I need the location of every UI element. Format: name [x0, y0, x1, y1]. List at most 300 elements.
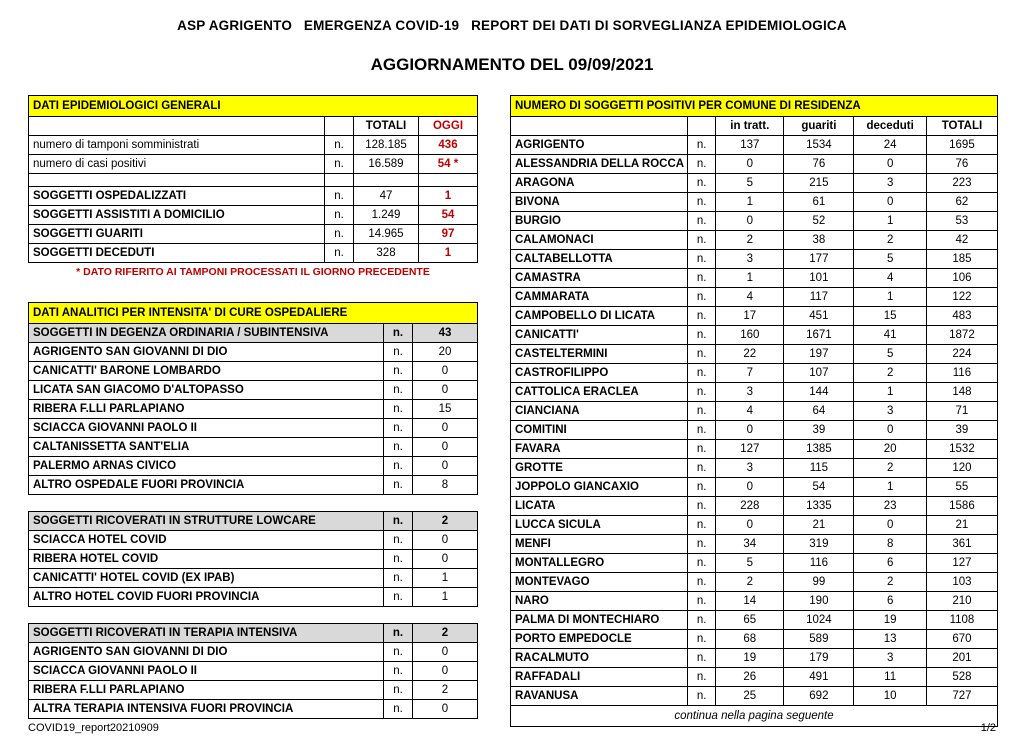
row-totali: 47 — [354, 187, 419, 206]
comune-in-tratt: 1 — [716, 269, 784, 288]
comune-guariti: 64 — [784, 402, 854, 421]
table-row — [29, 244, 478, 263]
comune-guariti: 99 — [784, 573, 854, 592]
comune-unit: n. — [688, 573, 716, 592]
row-value: 0 — [413, 362, 478, 381]
comune-guariti: 76 — [784, 155, 854, 174]
section1-value: 43 — [413, 324, 478, 343]
comune-deceduti: 8 — [854, 535, 926, 554]
col-guariti: guariti — [784, 117, 854, 136]
spacer-cell — [413, 607, 478, 624]
row-label: numero di casi positivi — [29, 155, 325, 174]
comune-unit: n. — [688, 174, 716, 193]
row-value: 20 — [413, 343, 478, 362]
comune-name: NARO — [511, 592, 688, 611]
row-totali: 128.185 — [354, 136, 419, 155]
row-unit: n. — [384, 531, 413, 550]
comune-in-tratt: 5 — [716, 174, 784, 193]
comune-in-tratt: 0 — [716, 421, 784, 440]
comune-in-tratt: 3 — [716, 459, 784, 478]
comune-guariti: 692 — [784, 687, 854, 706]
table-row — [29, 643, 478, 662]
row-oggi: 54 * — [419, 155, 478, 174]
comune-deceduti: 1 — [854, 288, 926, 307]
comune-guariti: 144 — [784, 383, 854, 402]
comune-guariti: 177 — [784, 250, 854, 269]
analytic-data-table — [28, 302, 478, 719]
section2-value: 2 — [413, 512, 478, 531]
comune-deceduti: 6 — [854, 592, 926, 611]
comune-in-tratt: 3 — [716, 250, 784, 269]
comune-totali: 1695 — [926, 136, 997, 155]
table-header-row — [29, 303, 478, 324]
comune-deceduti: 3 — [854, 649, 926, 668]
comune-unit: n. — [688, 155, 716, 174]
table-row — [511, 573, 998, 592]
comune-guariti: 117 — [784, 288, 854, 307]
comune-in-tratt: 7 — [716, 364, 784, 383]
comune-name: CAMASTRA — [511, 269, 688, 288]
comune-totali: 201 — [926, 649, 997, 668]
comune-name: LICATA — [511, 497, 688, 516]
comune-guariti: 101 — [784, 269, 854, 288]
comune-deceduti: 2 — [854, 364, 926, 383]
row-unit: n. — [384, 588, 413, 607]
table-row — [511, 668, 998, 687]
comune-totali: 53 — [926, 212, 997, 231]
table-row — [511, 269, 998, 288]
comune-totali: 1586 — [926, 497, 997, 516]
col-in-tratt: in tratt. — [716, 117, 784, 136]
comune-deceduti: 2 — [854, 573, 926, 592]
table-row — [511, 516, 998, 535]
comune-name: LUCCA SICULA — [511, 516, 688, 535]
row-label: SCIACCA GIOVANNI PAOLO II — [29, 662, 384, 681]
table-row — [29, 136, 478, 155]
col-oggi: OGGI — [419, 117, 478, 136]
comune-name: CALAMONACI — [511, 231, 688, 250]
comune-name: RAVANUSA — [511, 687, 688, 706]
table-row — [511, 174, 998, 193]
comune-totali: 528 — [926, 668, 997, 687]
row-unit: n. — [325, 155, 354, 174]
row-label: ALTRA TERAPIA INTENSIVA FUORI PROVINCIA — [29, 700, 384, 719]
comune-unit: n. — [688, 611, 716, 630]
comune-in-tratt: 127 — [716, 440, 784, 459]
comuni-table — [510, 95, 998, 727]
comune-deceduti: 0 — [854, 421, 926, 440]
comune-totali: 71 — [926, 402, 997, 421]
comune-guariti: 491 — [784, 668, 854, 687]
comune-deceduti: 1 — [854, 478, 926, 497]
comune-unit: n. — [688, 687, 716, 706]
comune-unit: n. — [688, 668, 716, 687]
row-unit: n. — [325, 244, 354, 263]
col-blank-n — [325, 117, 354, 136]
row-value: 0 — [413, 381, 478, 400]
row-label: RIBERA F.LLI PARLAPIANO — [29, 400, 384, 419]
comune-unit: n. — [688, 497, 716, 516]
table-row — [511, 592, 998, 611]
row-value: 0 — [413, 419, 478, 438]
spacer-cell — [384, 495, 413, 512]
comune-unit: n. — [688, 630, 716, 649]
comune-totali: 148 — [926, 383, 997, 402]
comune-unit: n. — [688, 535, 716, 554]
row-oggi: 436 — [419, 136, 478, 155]
comune-in-tratt: 2 — [716, 573, 784, 592]
comune-deceduti: 6 — [854, 554, 926, 573]
row-label: SCIACCA GIOVANNI PAOLO II — [29, 419, 384, 438]
comune-name: CALTABELLOTTA — [511, 250, 688, 269]
comune-unit: n. — [688, 440, 716, 459]
comune-name: BURGIO — [511, 212, 688, 231]
comune-guariti: 52 — [784, 212, 854, 231]
comune-guariti: 319 — [784, 535, 854, 554]
comune-name: CASTROFILIPPO — [511, 364, 688, 383]
row-value: 2 — [413, 681, 478, 700]
table-row — [511, 649, 998, 668]
comune-in-tratt: 14 — [716, 592, 784, 611]
comune-in-tratt: 19 — [716, 649, 784, 668]
comune-unit: n. — [688, 459, 716, 478]
comune-totali: 76 — [926, 155, 997, 174]
row-label: numero di tamponi somministrati — [29, 136, 325, 155]
row-label: LICATA SAN GIACOMO D'ALTOPASSO — [29, 381, 384, 400]
footer-filename: COVID19_report20210909 — [28, 722, 159, 734]
table-row — [29, 531, 478, 550]
col-n — [688, 117, 716, 136]
comune-guariti: 1024 — [784, 611, 854, 630]
spacer-cell — [384, 607, 413, 624]
comune-totali: 361 — [926, 535, 997, 554]
comune-deceduti: 0 — [854, 516, 926, 535]
spacer-cell — [413, 495, 478, 512]
comune-totali: 62 — [926, 193, 997, 212]
row-unit: n. — [384, 550, 413, 569]
comune-totali: 120 — [926, 459, 997, 478]
table-header-row — [29, 96, 478, 117]
row-unit: n. — [384, 569, 413, 588]
table-row — [29, 187, 478, 206]
comune-deceduti: 0 — [854, 193, 926, 212]
comune-name: BIVONA — [511, 193, 688, 212]
comune-totali: 223 — [926, 174, 997, 193]
comune-guariti: 54 — [784, 478, 854, 497]
table-row — [29, 681, 478, 700]
comune-in-tratt: 4 — [716, 288, 784, 307]
comune-in-tratt: 5 — [716, 554, 784, 573]
section2-unit: n. — [384, 512, 413, 531]
comune-in-tratt: 17 — [716, 307, 784, 326]
row-label: SCIACCA HOTEL COVID — [29, 531, 384, 550]
spacer-cell — [29, 607, 384, 624]
table-row — [511, 459, 998, 478]
table-row — [29, 550, 478, 569]
row-label: SOGGETTI OSPEDALIZZATI — [29, 187, 325, 206]
row-unit: n. — [384, 343, 413, 362]
comune-guariti: 21 — [784, 516, 854, 535]
comune-totali: 122 — [926, 288, 997, 307]
section-header-row — [29, 512, 478, 531]
row-value: 1 — [413, 588, 478, 607]
table-row — [29, 225, 478, 244]
table-row — [29, 569, 478, 588]
comune-in-tratt: 3 — [716, 383, 784, 402]
row-unit: n. — [384, 438, 413, 457]
row-label: AGRIGENTO SAN GIOVANNI DI DIO — [29, 343, 384, 362]
table-row — [511, 250, 998, 269]
comune-name: PORTO EMPEDOCLE — [511, 630, 688, 649]
comune-name: JOPPOLO GIANCAXIO — [511, 478, 688, 497]
comune-unit: n. — [688, 516, 716, 535]
comune-deceduti: 11 — [854, 668, 926, 687]
row-unit: n. — [325, 187, 354, 206]
table-row — [511, 288, 998, 307]
comune-name: CAMPOBELLO DI LICATA — [511, 307, 688, 326]
table-row — [29, 155, 478, 174]
row-totali: 328 — [354, 244, 419, 263]
table-row — [511, 326, 998, 345]
table-row — [29, 206, 478, 225]
table-column-header-row — [29, 117, 478, 136]
comune-name: CAMMARATA — [511, 288, 688, 307]
row-unit: n. — [325, 206, 354, 225]
table-row — [511, 421, 998, 440]
row-label: SOGGETTI DECEDUTI — [29, 244, 325, 263]
comune-unit: n. — [688, 250, 716, 269]
comune-name: ALESSANDRIA DELLA ROCCA — [511, 155, 688, 174]
table-row — [29, 438, 478, 457]
spacer-cell — [354, 174, 419, 187]
comune-guariti: 1534 — [784, 136, 854, 155]
row-unit: n. — [384, 662, 413, 681]
table-row — [29, 381, 478, 400]
comune-name: CASTELTERMINI — [511, 345, 688, 364]
section3-unit: n. — [384, 624, 413, 643]
table-row — [29, 662, 478, 681]
comune-totali: 1108 — [926, 611, 997, 630]
comune-guariti: 115 — [784, 459, 854, 478]
table-row — [29, 700, 478, 719]
table-spacer-row — [29, 495, 478, 512]
comune-totali: 103 — [926, 573, 997, 592]
comune-name: RACALMUTO — [511, 649, 688, 668]
comune-guariti: 215 — [784, 174, 854, 193]
comune-in-tratt: 22 — [716, 345, 784, 364]
comune-deceduti: 0 — [854, 155, 926, 174]
row-unit: n. — [384, 419, 413, 438]
comune-totali: 670 — [926, 630, 997, 649]
spacer-cell — [325, 174, 354, 187]
comune-unit: n. — [688, 364, 716, 383]
col-totali: TOTALI — [354, 117, 419, 136]
comune-in-tratt: 160 — [716, 326, 784, 345]
section1-label: SOGGETTI IN DEGENZA ORDINARIA / SUBINTENSIVA — [29, 324, 384, 343]
row-label: CANICATTI' HOTEL COVID (EX IPAB) — [29, 569, 384, 588]
comune-guariti: 589 — [784, 630, 854, 649]
report-page — [0, 18, 1024, 742]
comune-unit: n. — [688, 212, 716, 231]
comune-unit: n. — [688, 402, 716, 421]
table-row — [29, 457, 478, 476]
row-label: RIBERA F.LLI PARLAPIANO — [29, 681, 384, 700]
comune-unit: n. — [688, 345, 716, 364]
comune-name: MENFI — [511, 535, 688, 554]
row-unit: n. — [325, 136, 354, 155]
section3-value: 2 — [413, 624, 478, 643]
right-column — [510, 95, 998, 727]
analytic-title: DATI ANALITICI PER INTENSITA' DI CURE OSPEDALIERE — [29, 303, 478, 324]
comune-guariti: 107 — [784, 364, 854, 383]
comune-name: GROTTE — [511, 459, 688, 478]
table-row — [511, 364, 998, 383]
comune-guariti: 1671 — [784, 326, 854, 345]
row-value: 0 — [413, 457, 478, 476]
table-row — [511, 440, 998, 459]
comune-deceduti: 2 — [854, 459, 926, 478]
row-unit: n. — [384, 400, 413, 419]
row-label: AGRIGENTO SAN GIOVANNI DI DIO — [29, 643, 384, 662]
row-label: PALERMO ARNAS CIVICO — [29, 457, 384, 476]
section-spacer — [28, 280, 478, 302]
left-column — [28, 95, 478, 719]
row-label: ALTRO OSPEDALE FUORI PROVINCIA — [29, 476, 384, 495]
comune-name: FAVARA — [511, 440, 688, 459]
row-value: 0 — [413, 550, 478, 569]
table-row — [511, 231, 998, 250]
comune-unit: n. — [688, 269, 716, 288]
section-header-row — [29, 324, 478, 343]
row-unit: n. — [384, 643, 413, 662]
comune-guariti: 179 — [784, 649, 854, 668]
row-label: ALTRO HOTEL COVID FUORI PROVINCIA — [29, 588, 384, 607]
table-row — [511, 136, 998, 155]
comune-guariti: 38 — [784, 231, 854, 250]
row-value: 0 — [413, 438, 478, 457]
comune-deceduti: 20 — [854, 440, 926, 459]
comune-in-tratt: 26 — [716, 668, 784, 687]
table-row — [511, 402, 998, 421]
row-label: SOGGETTI GUARITI — [29, 225, 325, 244]
table-row — [511, 307, 998, 326]
row-label: SOGGETTI ASSISTITI A DOMICILIO — [29, 206, 325, 225]
comune-deceduti: 10 — [854, 687, 926, 706]
comune-deceduti: 1 — [854, 212, 926, 231]
comune-in-tratt: 0 — [716, 155, 784, 174]
row-oggi: 54 — [419, 206, 478, 225]
comune-deceduti: 5 — [854, 345, 926, 364]
table-row — [29, 476, 478, 495]
general-data-title: DATI EPIDEMIOLOGICI GENERALI — [29, 96, 478, 117]
comune-in-tratt: 0 — [716, 478, 784, 497]
table-row — [29, 400, 478, 419]
comune-totali: 39 — [926, 421, 997, 440]
col-deceduti: deceduti — [854, 117, 926, 136]
row-value: 0 — [413, 662, 478, 681]
content-columns — [0, 95, 1024, 727]
comune-deceduti: 15 — [854, 307, 926, 326]
comune-in-tratt: 137 — [716, 136, 784, 155]
comune-totali: 106 — [926, 269, 997, 288]
comune-totali: 210 — [926, 592, 997, 611]
table-column-header-row — [511, 117, 998, 136]
comune-guariti: 61 — [784, 193, 854, 212]
row-oggi: 1 — [419, 187, 478, 206]
comune-in-tratt: 2 — [716, 231, 784, 250]
row-unit: n. — [384, 381, 413, 400]
comune-name: PALMA DI MONTECHIARO — [511, 611, 688, 630]
comune-guariti: 190 — [784, 592, 854, 611]
comune-name: CATTOLICA ERACLEA — [511, 383, 688, 402]
table-row — [511, 611, 998, 630]
row-label: RIBERA HOTEL COVID — [29, 550, 384, 569]
comune-deceduti: 4 — [854, 269, 926, 288]
comune-guariti: 39 — [784, 421, 854, 440]
table-row — [29, 419, 478, 438]
section1-unit: n. — [384, 324, 413, 343]
comune-totali: 483 — [926, 307, 997, 326]
comune-name: MONTEVAGO — [511, 573, 688, 592]
comune-guariti: 451 — [784, 307, 854, 326]
comune-in-tratt: 65 — [716, 611, 784, 630]
comune-name: CANICATTI' — [511, 326, 688, 345]
comune-unit: n. — [688, 649, 716, 668]
row-label: CANICATTI' BARONE LOMBARDO — [29, 362, 384, 381]
comune-totali: 185 — [926, 250, 997, 269]
comune-in-tratt: 4 — [716, 402, 784, 421]
row-oggi: 1 — [419, 244, 478, 263]
general-data-note: * DATO RIFERITO AI TAMPONI PROCESSATI IL GIORNO PRECEDENTE — [76, 266, 430, 278]
comune-unit: n. — [688, 288, 716, 307]
comune-name: RAFFADALI — [511, 668, 688, 687]
comune-totali: 116 — [926, 364, 997, 383]
comune-totali: 42 — [926, 231, 997, 250]
comune-deceduti: 24 — [854, 136, 926, 155]
comune-deceduti: 13 — [854, 630, 926, 649]
table-row — [511, 478, 998, 497]
row-unit: n. — [384, 700, 413, 719]
comune-in-tratt: 0 — [716, 516, 784, 535]
table-row — [511, 554, 998, 573]
comune-guariti: 1385 — [784, 440, 854, 459]
comune-in-tratt: 0 — [716, 212, 784, 231]
section2-label: SOGGETTI RICOVERATI IN STRUTTURE LOWCARE — [29, 512, 384, 531]
row-value: 0 — [413, 531, 478, 550]
comune-totali: 224 — [926, 345, 997, 364]
comune-totali: 55 — [926, 478, 997, 497]
footer-page-number: 1/2 — [980, 722, 996, 734]
general-data-table — [28, 95, 478, 263]
comune-totali: 21 — [926, 516, 997, 535]
row-oggi: 97 — [419, 225, 478, 244]
continua-label: continua nella pagina seguente — [511, 706, 998, 727]
comune-unit: n. — [688, 421, 716, 440]
comune-totali: 1872 — [926, 326, 997, 345]
comune-deceduti: 3 — [854, 174, 926, 193]
row-totali: 16.589 — [354, 155, 419, 174]
col-comune — [511, 117, 688, 136]
comune-unit: n. — [688, 193, 716, 212]
comune-deceduti: 19 — [854, 611, 926, 630]
comune-in-tratt: 25 — [716, 687, 784, 706]
comune-deceduti: 1 — [854, 383, 926, 402]
row-value: 8 — [413, 476, 478, 495]
comune-deceduti: 2 — [854, 231, 926, 250]
table-row — [29, 588, 478, 607]
table-row — [29, 343, 478, 362]
comune-unit: n. — [688, 554, 716, 573]
